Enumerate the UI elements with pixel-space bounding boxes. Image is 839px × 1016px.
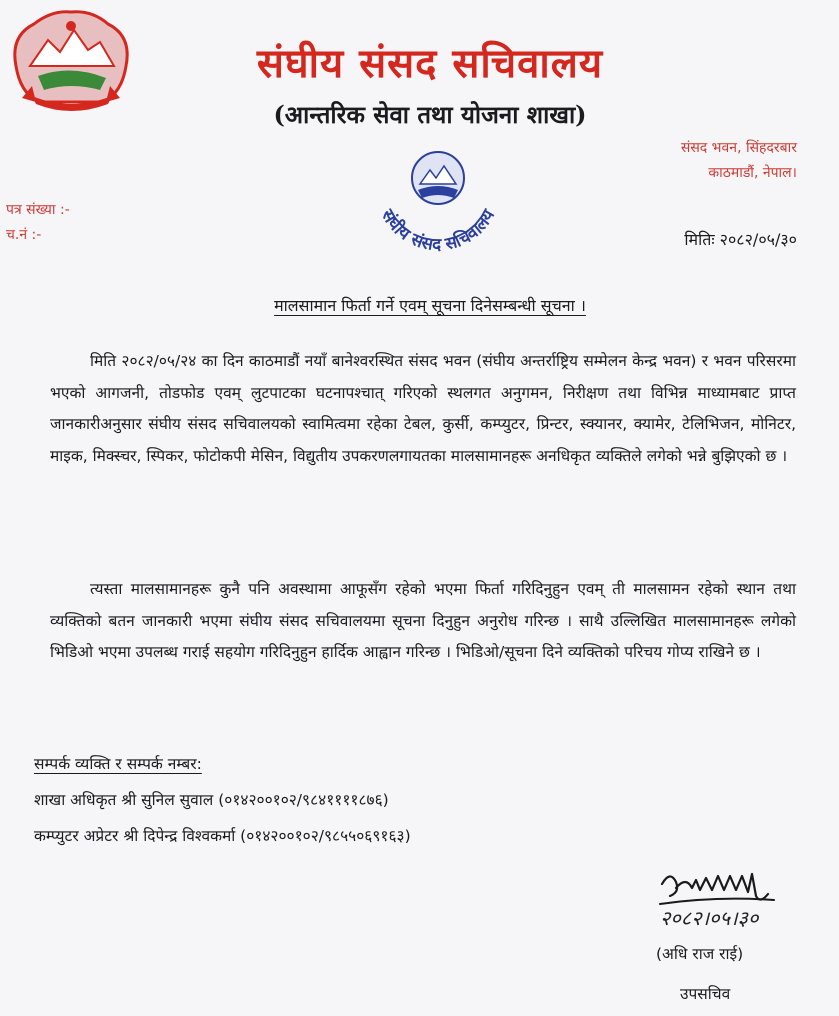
paragraph-2-text: त्यस्ता मालसामानहरू कुनै पनि अवस्थामा आफूसँग रहेको भएमा फिर्ता गरिदिनुहुन एवम् ती मालसामन रहेको स्थान तथा व्यक्तिको बतन जानकारी भएमा संघीय संसद सचिवालयमा सूचना दिनुहुन अनुरोध गरिन्छ । साथै उल्लिखित मालसामानहरू लगेको भिडिओ भएमा उपलब्ध गराई सहयोग गरिदिनुहुन हार्दिक आह्वान गरिन्छ । भिडिओ/सूचना दिने व्यक्तिको परिचय गोप्य राखिने छ । — [50, 580, 796, 661]
notice-heading — [150, 294, 710, 316]
contact-person-2: कम्प्युटर अप्रेटर श्री दिपेन्द्र विश्वकर्मा (०१४२००१०२/९८५५०६९१६३) — [34, 827, 411, 845]
svg-text:संघीय संसद सचिवालय — [376, 205, 499, 255]
signatory-name: (अधि राज राई) — [656, 945, 744, 963]
branch-subtitle: (आन्तरिक सेवा तथा योजना शाखा) — [273, 100, 587, 129]
reference-numbers — [6, 198, 70, 248]
address-line-1: संसद भवन, सिंहदरबार — [680, 140, 797, 156]
contact-person-1: शाखा अधिकृत श्री सुनिल सुवाल (०१४२००१०२/९८४११११८७६) — [34, 791, 389, 809]
seal-text: संघीय संसद सचिवालय — [376, 206, 500, 256]
notice-paragraph-2 — [50, 574, 796, 669]
office-address — [681, 136, 797, 186]
paragraph-1-text: मिति २०८२/०५/२४ का दिन काठमाडौं नयाँ बानेश्वरस्थित संसद भवन (संघीय अन्तर्राष्ट्रिय सम्मेलन केन्द्र भवन) र भवन परिसरमा भएको आगजनी, तोडफोड एवम् लुटपाटका घटनापश्चात् गरिएको स्थलगत अनुगमन, निरीक्षण तथा विभिन्न माध्यामबाट प्राप्त जानकारीअनुसार संघीय संसद सचिवालयको स्वामित्वमा रहेका टेबल, कुर्सी, कम्प्युटर, प्रिन्टर, स्क्यानर, क्यामेर, टेलिभिजन, मोनिटर, माइक, मिक्स्चर, स्पिकर, फोटोकपी मेसिन, विद्युतीय उपकरणलगायतका मालसामानहरू अनधिकृत व्यक्तिले लगेको भन्ने बुझिएको छ । — [50, 352, 796, 465]
signature-date: २०८२।०५।३० — [660, 906, 759, 930]
official-seal-icon — [364, 148, 512, 258]
letter-date: मितिः २०८२/०५/३० — [684, 230, 797, 249]
address-line-2: काठमाडौं, नेपाल। — [708, 165, 797, 181]
organization-title: संघीय संसद सचिवालय — [256, 40, 604, 87]
nepal-emblem-icon — [8, 6, 134, 116]
letter-number-label: पत्र संख्या :- — [6, 202, 70, 218]
notice-paragraph-1 — [50, 346, 796, 472]
dispatch-number-label: च.नं :- — [6, 227, 42, 243]
notice-heading-text: मालसामान फिर्ता गर्ने एवम् सूचना दिनेसम्बन्धी सूचना । — [274, 296, 586, 315]
contact-heading: सम्पर्क व्यक्ति र सम्पर्क नम्बर: — [34, 755, 202, 773]
signatory-designation: उपसचिव — [680, 985, 731, 1003]
